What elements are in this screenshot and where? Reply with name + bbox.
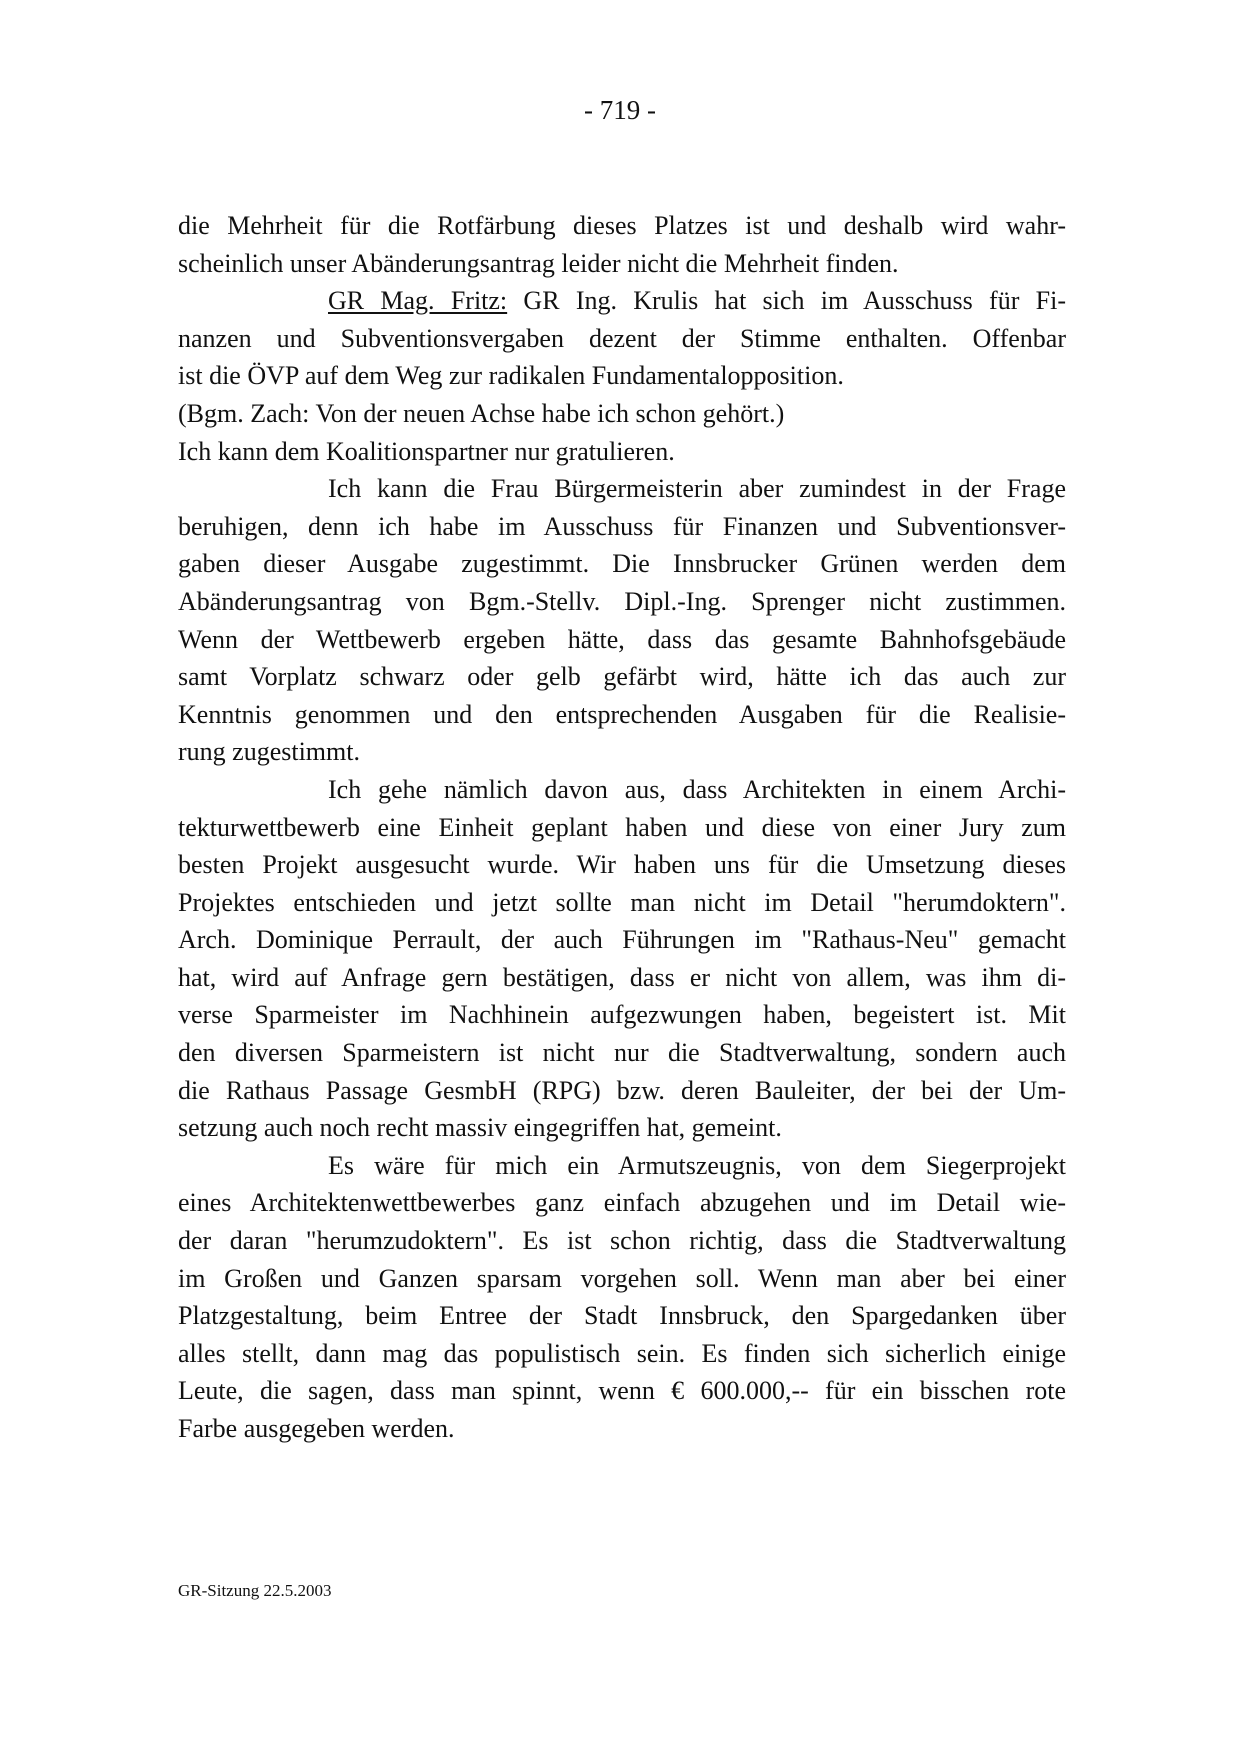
text-line: Arch. Dominique Perrault, der auch Führungen im "Rathaus-Neu" gemacht [178,925,1066,955]
text-line: Farbe ausgegeben werden. [178,1414,455,1443]
speaker-line [178,282,1066,320]
speaker-text: GR Ing. Krulis hat sich im Ausschuss für Fi- [507,286,1066,316]
text-line: samt Vorplatz schwarz oder gelb gefärbt wird, hätte ich das auch zur [178,662,1066,692]
text-line: Abänderungsantrag von Bgm.-Stellv. Dipl.-Ing. Sprenger nicht zustimmen. [178,586,1066,616]
text-line: beruhigen, denn ich habe im Ausschuss für Finanzen und Subventionsver- [178,511,1066,541]
text-line: nanzen und Subventionsvergaben dezent der Stimme enthalten. Offenbar [178,323,1066,353]
text-line: besten Projekt ausgesucht wurde. Wir haben uns für die Umsetzung dieses [178,850,1066,880]
text-line: Ich kann dem Koalitionspartner nur gratulieren. [178,436,675,466]
speaker-name: GR Mag. Fritz: [328,286,508,316]
text-line: hat, wird auf Anfrage gern bestätigen, dass er nicht von allem, was ihm di- [178,962,1066,992]
page-number: - 719 - [584,95,656,125]
text-line: Wenn der Wettbewerb ergeben hätte, dass das gesamte Bahnhofsgebäude [178,624,1066,654]
text-line: der daran "herumzudoktern". Es ist schon richtig, dass die Stadtverwaltung [178,1226,1066,1256]
text-line: ist die ÖVP auf dem Weg zur radikalen Fundamentalopposition. [178,361,844,391]
text-line: im Großen und Ganzen sparsam vorgehen soll. Wenn man aber bei einer [178,1263,1066,1293]
footer-session-label: GR-Sitzung 22.5.2003 [178,1581,332,1600]
text-line: die Mehrheit für die Rotfärbung dieses Platzes ist und deshalb wird wahr- [178,211,1066,240]
text-line: Es wäre für mich ein Armutszeugnis, von dem Siegerprojekt [328,1150,1066,1180]
text-line: die Rathaus Passage GesmbH (RPG) bzw. deren Bauleiter, der bei der Um- [178,1075,1066,1105]
text-line: gaben dieser Ausgabe zugestimmt. Die Innsbrucker Grünen werden dem [178,549,1066,579]
text-line: den diversen Sparmeistern ist nicht nur die Stadtverwaltung, sondern auch [178,1038,1066,1068]
text-line: Leute, die sagen, dass man spinnt, wenn € 600.000,-- für ein bisschen rote [178,1376,1066,1406]
text-line: Ich gehe nämlich davon aus, dass Architekten in einem Archi- [328,774,1066,804]
text-line: Projektes entschieden und jetzt sollte man nicht im Detail "herumdoktern". [178,887,1066,917]
text-line: scheinlich unser Abänderungsantrag leider nicht die Mehrheit finden. [178,248,899,278]
text-line: rung zugestimmt. [178,737,360,767]
interjection-line: (Bgm. Zach: Von der neuen Achse habe ich schon gehört.) [178,398,785,428]
text-line: eines Architektenwettbewerbes ganz einfach abzugehen und im Detail wie- [178,1188,1066,1218]
text-line: verse Sparmeister im Nachhinein aufgezwungen haben, begeistert ist. Mit [178,1000,1066,1030]
text-line: Kenntnis genommen und den entsprechenden Ausgaben für die Realisie- [178,699,1066,729]
text-line: setzung auch noch recht massiv eingegriffen hat, gemeint. [178,1113,782,1143]
text-line: tekturwettbewerb eine Einheit geplant haben und diese von einer Jury zum [178,812,1066,842]
text-line: Platzgestaltung, beim Entree der Stadt Innsbruck, den Spargedanken über [178,1301,1066,1331]
text-line: alles stellt, dann mag das populistisch sein. Es finden sich sicherlich einige [178,1338,1066,1368]
text-line: Ich kann die Frau Bürgermeisterin aber zumindest in der Frage [328,474,1066,504]
transcript-body [178,207,1066,1448]
